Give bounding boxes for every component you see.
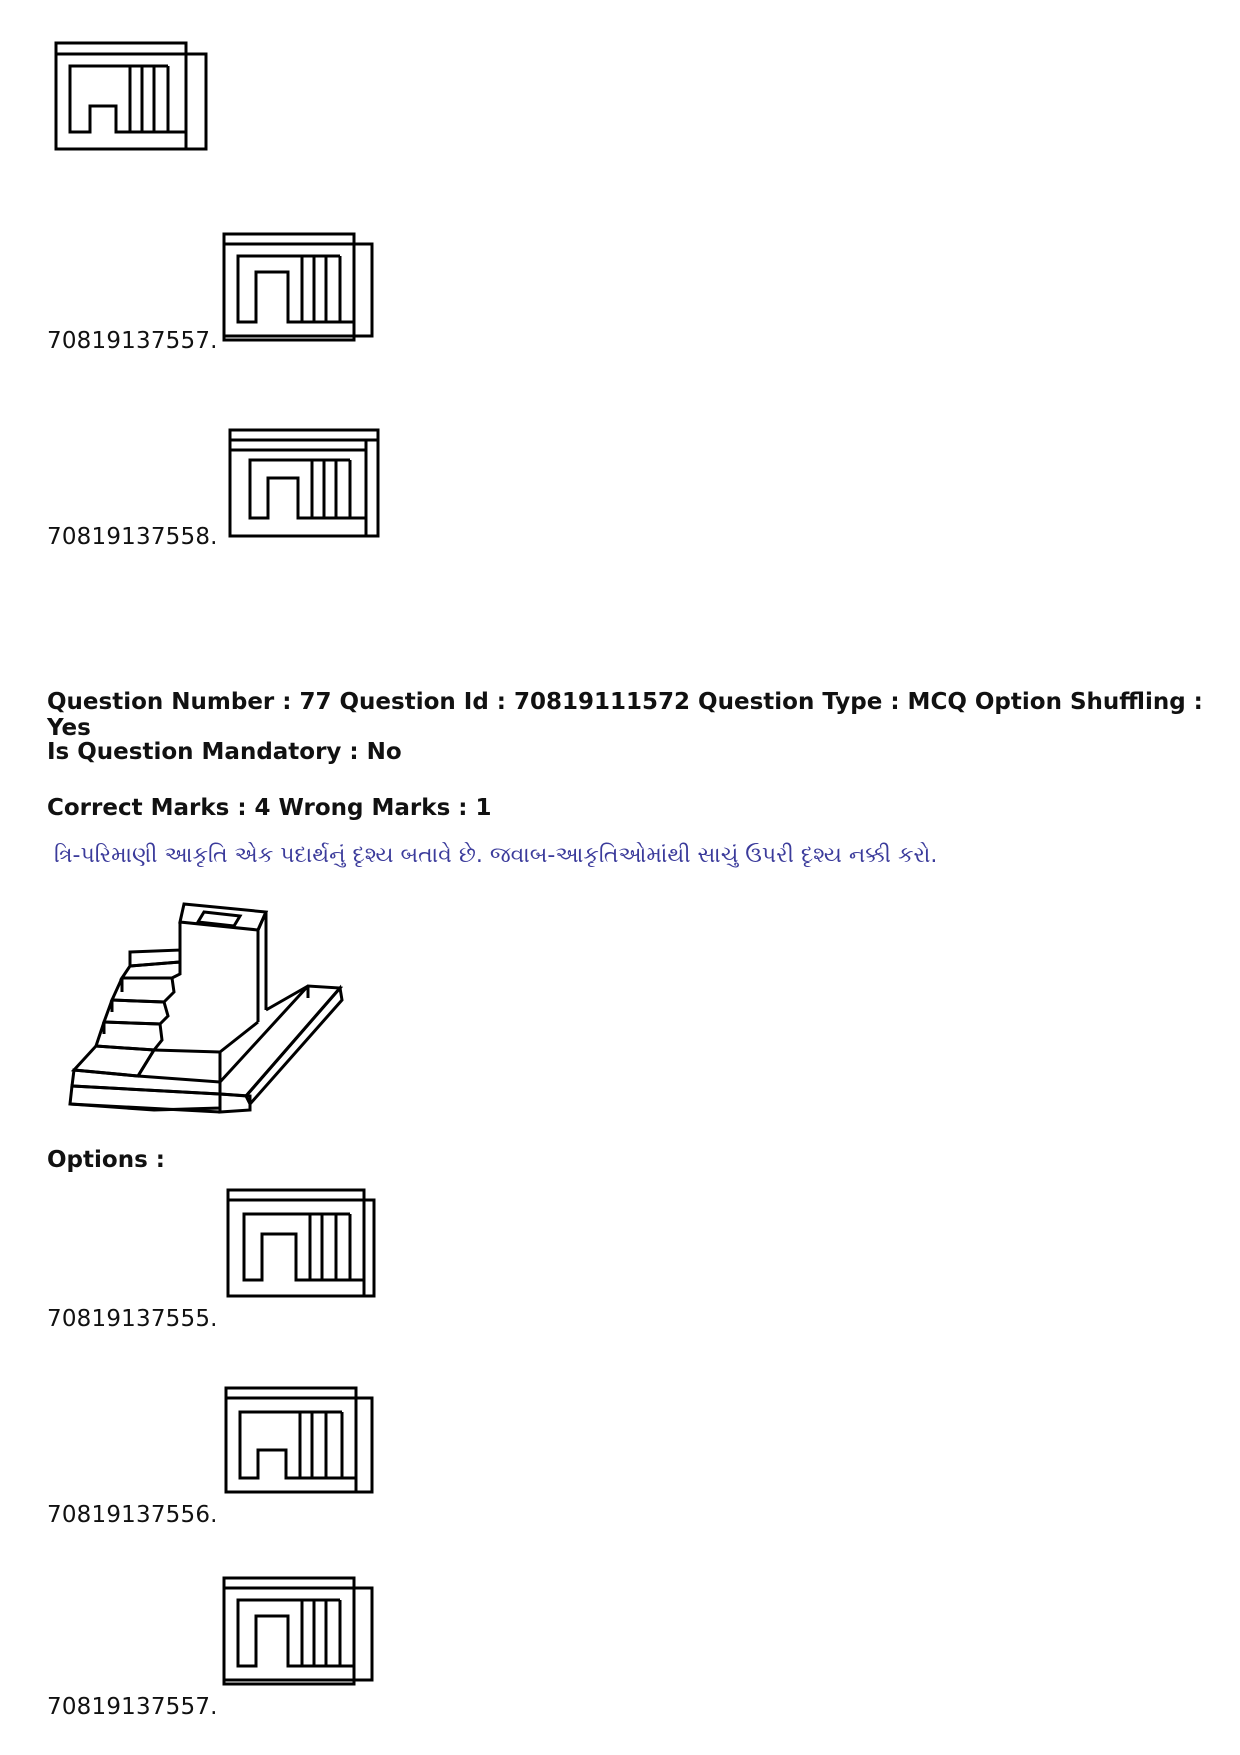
option-number[interactable]: 70819137557.: [47, 1694, 218, 1720]
option-figure[interactable]: [222, 1576, 382, 1696]
option-figure: [222, 232, 382, 352]
option-number[interactable]: 70819137555.: [47, 1306, 218, 1332]
option-figure: [228, 428, 388, 548]
question-metadata-line1: Question Number : 77 Question Id : 70819111572 Question Type : MCQ Option Shuffling : Yes: [47, 689, 1203, 741]
question-mandatory-line: Is Question Mandatory : No: [47, 739, 402, 765]
option-figure[interactable]: [224, 1386, 384, 1506]
options-label: Options :: [47, 1147, 165, 1173]
option-figure[interactable]: [226, 1188, 386, 1308]
option-figure-cropped: [52, 40, 212, 160]
question-marks-line: Correct Marks : 4 Wrong Marks : 1: [47, 795, 492, 821]
question-text: ત્રિ-પરિમાણી આકૃતિ એક પદાર્થનું દૃશ્ય બતાવે છે. જવાબ-આકૃતિઓમાંથી સાચું ઉપરી દૃશ્ય નક્કી કરો.: [54, 843, 938, 868]
option-number: 70819137558.: [47, 524, 218, 550]
option-number[interactable]: 70819137556.: [47, 1502, 218, 1528]
question-3d-figure: [70, 900, 360, 1120]
option-number: 70819137557.: [47, 328, 218, 354]
